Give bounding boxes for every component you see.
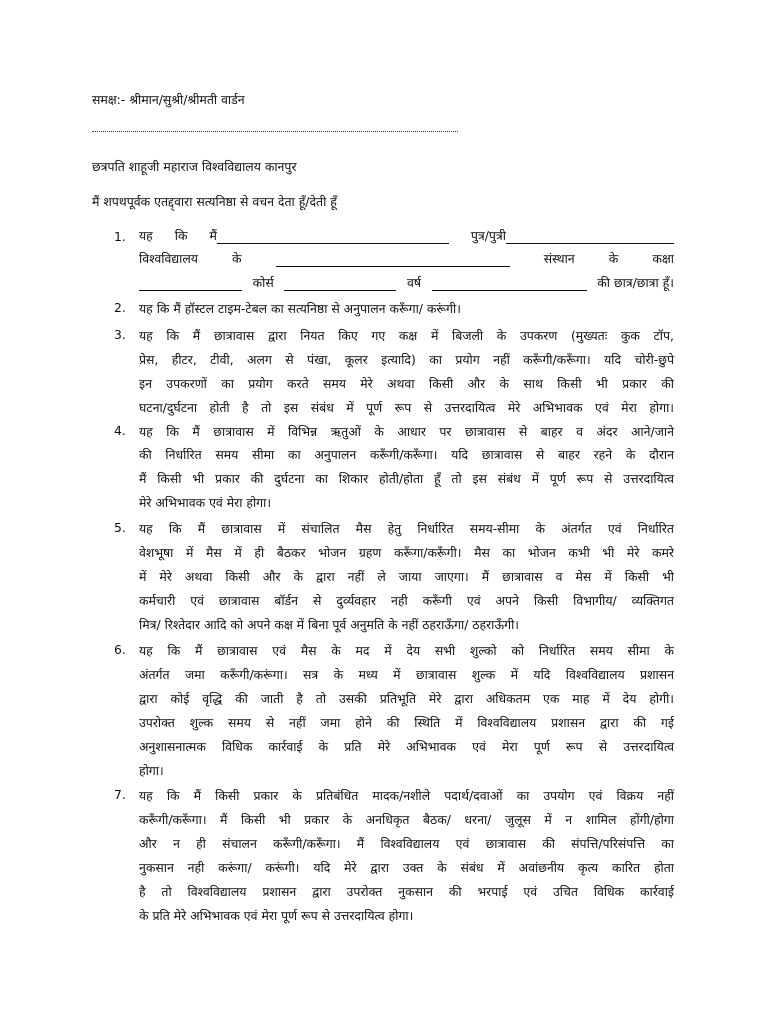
item7-line: यह कि मैं किसी प्रकार के प्रतिबंधित मादक/नशीले पदार्थ/दवाओं का उपयोग एवं विक्रय नहीं <box>139 788 674 803</box>
word: के <box>608 251 619 266</box>
item2-line: यह कि मैं हॉस्टल टाइम-टेबल का सत्यनिष्ठा से अनुपालन करूँगा/ करूंगी। <box>139 301 461 316</box>
dotted-blank-line <box>92 131 458 132</box>
item-number: 1. <box>114 229 126 244</box>
item4-line: यह कि मैं छात्रावास में विभिन्न ऋतुओं के आधार पर छात्रावास से बाहर व अंदर आने/जाने <box>139 424 674 439</box>
item4-line: मैं किसी भी प्रकार की दुर्घटना का शिकार होती/होता हूँ तो इस संबंध में पूर्ण रूप से उत्तरदायित्व <box>139 471 674 486</box>
item5-line: यह कि मैं छात्रावास में संचालित मैस हेतु निर्धारित समय-सीमा के अंतर्गत एवं निर्धारित <box>139 521 674 536</box>
name-group <box>209 227 448 244</box>
item3-line: प्रेस, हीटर, टीवी, अलग से पंखा, कूलर इत्यादि) का प्रयोग नहीं करूँगी/करूँगा। यदि चोरी-छुपे <box>139 352 674 367</box>
item-number: 7. <box>114 787 126 802</box>
item5-line: कर्मचारी एवं छात्रावास बॉर्डन से दुर्व्यवहार नही करूँगी एवं अपने किसी विभागीय/ व्यक्तिगत <box>139 593 674 608</box>
item-number: 4. <box>114 423 126 438</box>
parent-name-blank[interactable] <box>506 230 674 244</box>
class-blank[interactable] <box>139 277 242 291</box>
item-number: 6. <box>114 642 126 657</box>
item6-line: होगा। <box>139 763 164 778</box>
oath-heading: मैं शपथपूर्वक एतद्द्वारा सत्यनिष्ठा से वचन देता हूँ/देती हूँ <box>92 194 337 209</box>
addressee-line: समक्ष:- श्रीमान/सुश्री/श्रीमती वार्डन <box>92 92 245 107</box>
item7-line: है तो विश्वविद्यालय प्रशासन द्वारा उपरोक्त नुकसान की भरपाई एवं उचित विधिक कार्रवाई <box>139 884 674 899</box>
item4-line: मेरे अभिभावक एवं मेरा होगा। <box>139 495 272 510</box>
item1-row1 <box>139 227 674 244</box>
word: की छात्र/छात्रा हूँ। <box>597 275 674 290</box>
item5-line: वेशभूषा में मैस में ही बैठकर भोजन ग्रहण करूँगा/करूँगी। मैस का भोजन कभी भी मेरे कमरे <box>139 545 674 560</box>
university-name: छत्रपति शाहूजी महाराज विश्वविद्यालय कानपुर <box>92 159 297 174</box>
parent-group <box>471 227 674 244</box>
item6-line: द्वारा कोई वृद्धि की जाती है तो उसकी प्रतिभूति मेरे द्वारा अधिकतम एक माह में देय होगी। <box>139 691 674 706</box>
year-blank[interactable] <box>432 277 587 291</box>
word: यह <box>139 228 153 243</box>
item3-line: इन उपकरणों का प्रयोग करते समय मेरे अथवा किसी और के साथ किसी भी प्रकार की <box>139 376 674 391</box>
word: विश्वविद्यालय <box>139 251 198 266</box>
word: वर्ष <box>406 275 421 290</box>
item4-line: की निर्धारित समय सीमा का अनुपालन करूँगी/करूँगा। यदि छात्रावास से बाहर रहने के दौरान <box>139 447 674 462</box>
word: पुत्र/पुत्री <box>470 228 506 243</box>
word: कक्षा <box>652 251 674 266</box>
item1-row3 <box>139 274 674 291</box>
item5-line: मित्र/ रिश्तेदार आदि को अपने कक्ष में बिना पूर्व अनुमति के नहीं ठहराऊँगा/ ठहराऊँगी। <box>139 617 519 632</box>
item7-line: करूँगी/करूँगा। मैं किसी भी प्रकार के अनधिकृत बैठक/ धरना/ जुलूस में न शामिल होंगी/होगा <box>139 812 674 827</box>
item6-line: अनुशासनात्मक विधिक कार्रवाई के प्रति मेरे अभिभावक एवं मेरा पूर्ण रूप से उत्तरदायित्व <box>139 739 674 754</box>
item7-line: नुकसान नही करूंगा/ करूंगी। यदि मेरे द्वारा उक्त के संबंध में अवांछनीय कृत्य कारित होता <box>139 860 674 875</box>
word: संस्थान <box>543 251 575 266</box>
item7-line: और न ही संचालन करूँगी/करूँगा। मैं विश्वविद्यालय एवं छात्रावास की संपत्ति/परिसंपत्ति का <box>139 836 674 851</box>
item5-line: में मेरे अथवा किसी और के द्वारा नहीं ले जाया जाएगा। मैं छात्रावास व मेस में किसी भी <box>139 569 674 584</box>
item-number: 2. <box>114 300 126 315</box>
course-blank[interactable] <box>284 277 396 291</box>
item7-line: के प्रति मेरे अभिभावक एवं मेरा पूर्ण रूप से उत्तरदायित्व होगा। <box>139 908 414 923</box>
name-blank[interactable] <box>217 230 449 244</box>
item-number: 5. <box>114 520 126 535</box>
word: मैं <box>209 228 217 243</box>
word: कि <box>174 228 188 243</box>
word: के <box>232 251 242 266</box>
word: कोर्स <box>252 275 274 290</box>
item6-line: अंतर्गत जमा करूँगी/करूंगा। सत्र के मध्य में छात्रावास शुल्क में यदि विश्वविद्यालय प्रशासन <box>139 667 674 682</box>
item3-line: यह कि मैं छात्रावास द्वारा नियत किए गए कक्ष में बिजली के उपकरण (मुख्यतः कुक टॉप, <box>139 328 674 343</box>
item3-line: घटना/दुर्घटना होती है तो इस संबंध में पूर्ण रूप से उत्तरदायित्व मेरे अभिभावक एवं मेरा होगा। <box>139 400 674 415</box>
item-number: 3. <box>114 327 126 342</box>
item1-row2 <box>139 250 674 267</box>
university-blank[interactable] <box>276 253 510 267</box>
item6-line: यह कि मैं छात्रावास एवं मैस के मद में देय सभी शुल्को को निर्धारित समय सीमा के <box>139 643 674 658</box>
item6-line: उपरोक्त शुल्क समय से नहीं जमा होने की स्थिति में विश्वविद्यालय प्रशासन द्वारा की गई <box>139 715 674 730</box>
